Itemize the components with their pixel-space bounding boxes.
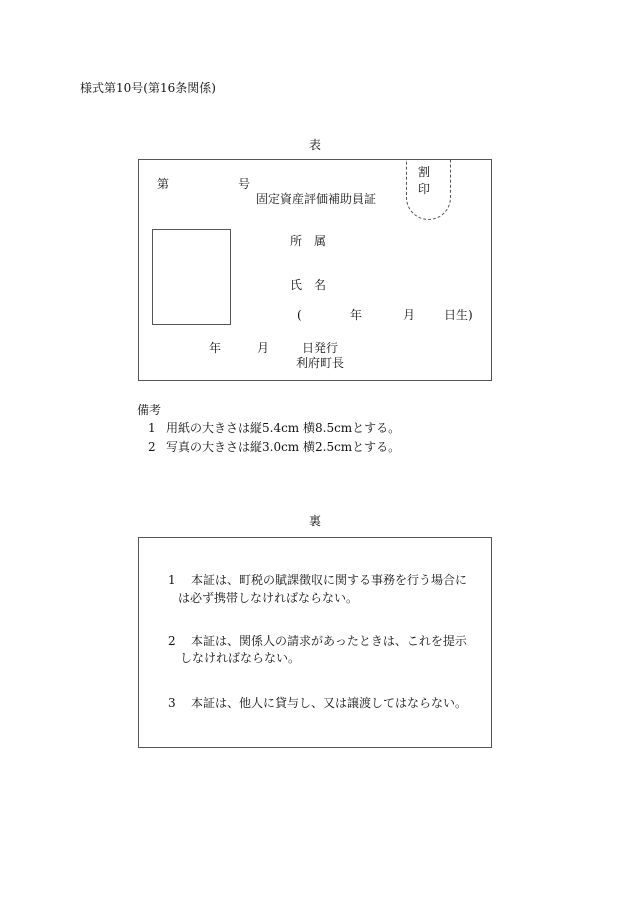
rule-text: 本証は、関係人の請求があったときは、これを提示	[191, 634, 467, 648]
issue-year: 年	[209, 341, 222, 355]
card-title: 固定資産評価補助員証	[256, 192, 377, 206]
note-num: 2	[148, 440, 156, 454]
form-label: 様式第10号(第16条関係)	[80, 81, 216, 95]
notes-heading: 備考	[137, 403, 162, 417]
rule-text-cont: しなければならない。	[180, 651, 301, 665]
rule-text-cont: は必ず携帯しなければならない。	[178, 591, 359, 605]
note-text: 用紙の大きさは縦5.4cm 横8.5cmとする。	[166, 421, 401, 435]
number-prefix: 第	[157, 177, 170, 191]
note-text: 写真の大きさは縦3.0cm 横2.5cmとする。	[166, 440, 401, 454]
issue-day: 日発行	[302, 341, 339, 355]
birth-month: 月	[403, 308, 416, 322]
affiliation-label: 所 属	[290, 234, 327, 248]
photo-box	[152, 229, 231, 325]
issue-month: 月	[257, 341, 270, 355]
rule-num: 3	[168, 696, 176, 710]
birth-day: 日生)	[444, 308, 473, 322]
birth-open: (	[297, 308, 302, 322]
seal-label-2: 印	[418, 182, 431, 196]
rule-num: 1	[168, 573, 176, 587]
name-label: 氏 名	[290, 278, 327, 292]
rule-num: 2	[168, 634, 176, 648]
note-num: 1	[148, 421, 156, 435]
issuer: 利府町長	[296, 356, 345, 370]
seal-label-1: 割	[418, 165, 431, 179]
rule-text: 本証は、他人に貸与し、又は譲渡してはならない。	[191, 696, 468, 710]
back-heading: 裏	[309, 514, 322, 528]
birth-year: 年	[350, 308, 363, 322]
rule-text: 本証は、町税の賦課徴収に関する事務を行う場合に	[191, 573, 468, 587]
number-suffix: 号	[238, 177, 251, 191]
front-heading: 表	[309, 138, 322, 152]
